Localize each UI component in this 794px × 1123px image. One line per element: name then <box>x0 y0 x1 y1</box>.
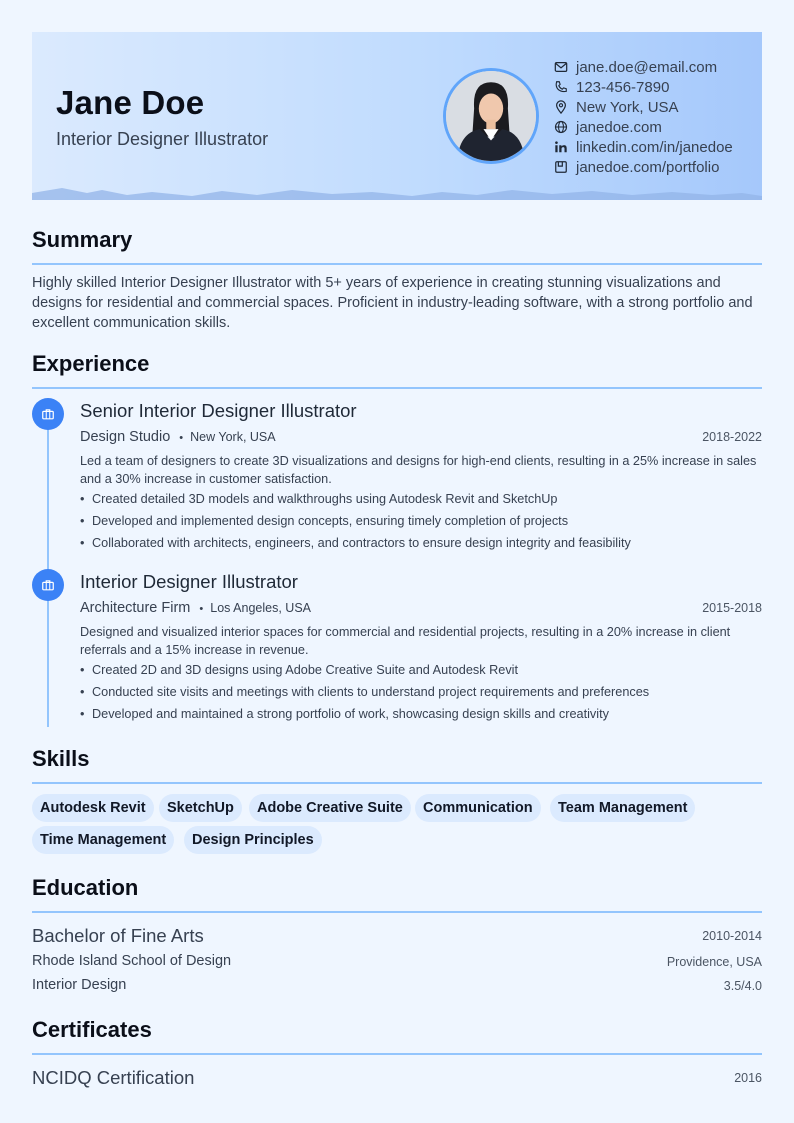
mail-icon <box>554 60 568 74</box>
job-description: Designed and visualized interior spaces for commercial and residential projects, resulting in a 20% increase in client referrals and a 15% increase in revenue. <box>80 625 731 657</box>
job-bullet: • Developed and implemented design concepts, ensuring timely completion of projects <box>80 514 568 528</box>
contact-location-text: New York, USA <box>576 98 679 116</box>
contact-email[interactable] <box>554 57 759 77</box>
skill-pill: Communication <box>415 794 541 822</box>
profile-photo <box>443 68 539 164</box>
certificates-heading: Certificates <box>32 1017 152 1042</box>
education-gpa: 3.5/4.0 <box>723 979 762 993</box>
certificate-year: 2016 <box>734 1071 762 1085</box>
job-location: Los Angeles, USA <box>210 601 312 615</box>
certificate-name: NCIDQ Certification <box>32 1067 195 1088</box>
experience-divider <box>32 387 762 389</box>
job-title: Interior Designer Illustrator <box>80 571 298 592</box>
job-bullet: • Conducted site visits and meetings with clients to understand project requirements and preferences <box>80 685 649 699</box>
job-dates: 2018-2022 <box>702 430 762 444</box>
candidate-role: Interior Designer Illustrator <box>56 129 269 149</box>
education-field: Interior Design <box>32 977 127 993</box>
header-mountain-decoration <box>32 184 762 200</box>
linkedin-icon <box>554 140 568 154</box>
contact-website[interactable] <box>554 117 759 137</box>
job-bullet: • Collaborated with architects, engineers, and contractors to ensure design integrity and feasibility <box>80 536 631 550</box>
resume-header <box>32 32 762 200</box>
phone-icon <box>554 80 568 94</box>
contact-phone[interactable] <box>554 77 759 97</box>
candidate-name: Jane Doe <box>56 84 205 121</box>
skill-pill: Autodesk Revit <box>32 794 154 822</box>
education-dates: 2010-2014 <box>702 929 762 943</box>
job-dates: 2015-2018 <box>702 601 762 615</box>
job-description: Led a team of designers to create 3D visualizations and designs for high-end clients, resulting in a 25% increase in sales and a 30% increase in customer satisfaction. <box>80 454 757 486</box>
job-company-line <box>80 600 311 616</box>
contact-linkedin[interactable] <box>554 137 759 157</box>
skill-pill: SketchUp <box>159 794 242 822</box>
education-divider <box>32 911 762 913</box>
job-bullet: • Created detailed 3D models and walkthroughs using Autodesk Revit and SketchUp <box>80 492 557 506</box>
contact-location <box>554 97 759 117</box>
skill-pill: Time Management <box>32 826 174 854</box>
contact-list <box>554 57 759 177</box>
skills-heading: Skills <box>32 746 90 771</box>
job-location: New York, USA <box>190 430 276 444</box>
job-company: Design Studio <box>80 429 171 445</box>
job-company: Architecture Firm <box>80 600 191 616</box>
skill-pill: Design Principles <box>184 826 322 854</box>
portfolio-icon <box>554 160 568 174</box>
education-degree: Bachelor of Fine Arts <box>32 925 204 946</box>
job-bullet: • Created 2D and 3D designs using Adobe Creative Suite and Autodesk Revit <box>80 663 518 677</box>
education-school: Rhode Island School of Design <box>32 953 232 969</box>
education-heading: Education <box>32 875 139 900</box>
separator-dot: • <box>199 603 204 615</box>
briefcase-icon <box>32 398 64 430</box>
job-title: Senior Interior Designer Illustrator <box>80 400 357 421</box>
briefcase-icon <box>32 569 64 601</box>
certificates-divider <box>32 1053 762 1055</box>
contact-website-text: janedoe.com <box>576 118 662 136</box>
contact-email-text: jane.doe@email.com <box>576 58 718 76</box>
contact-phone-text: 123-456-7890 <box>576 78 670 96</box>
summary-heading: Summary <box>32 227 133 252</box>
job-bullet: • Developed and maintained a strong portfolio of work, showcasing design skills and creativity <box>80 707 609 721</box>
globe-icon <box>554 120 568 134</box>
job-company-line <box>80 429 276 445</box>
skill-pill: Team Management <box>550 794 695 822</box>
contact-portfolio-text: janedoe.com/portfolio <box>576 158 720 176</box>
skills-divider <box>32 782 762 784</box>
experience-heading: Experience <box>32 351 150 376</box>
summary-divider <box>32 263 762 265</box>
separator-dot: • <box>179 432 184 444</box>
contact-portfolio[interactable] <box>554 157 759 177</box>
contact-linkedin-text: linkedin.com/in/janedoe <box>576 138 733 156</box>
education-location: Providence, USA <box>666 955 762 969</box>
location-icon <box>554 100 568 114</box>
skill-pill: Adobe Creative Suite <box>249 794 411 822</box>
summary-text: Highly skilled Interior Designer Illustrator with 5+ years of experience in creating stunning visualizations and designs for residential and commercial spaces. Proficient in industry-leading software, with a strong portfolio and excellent communication skills. <box>32 275 753 331</box>
